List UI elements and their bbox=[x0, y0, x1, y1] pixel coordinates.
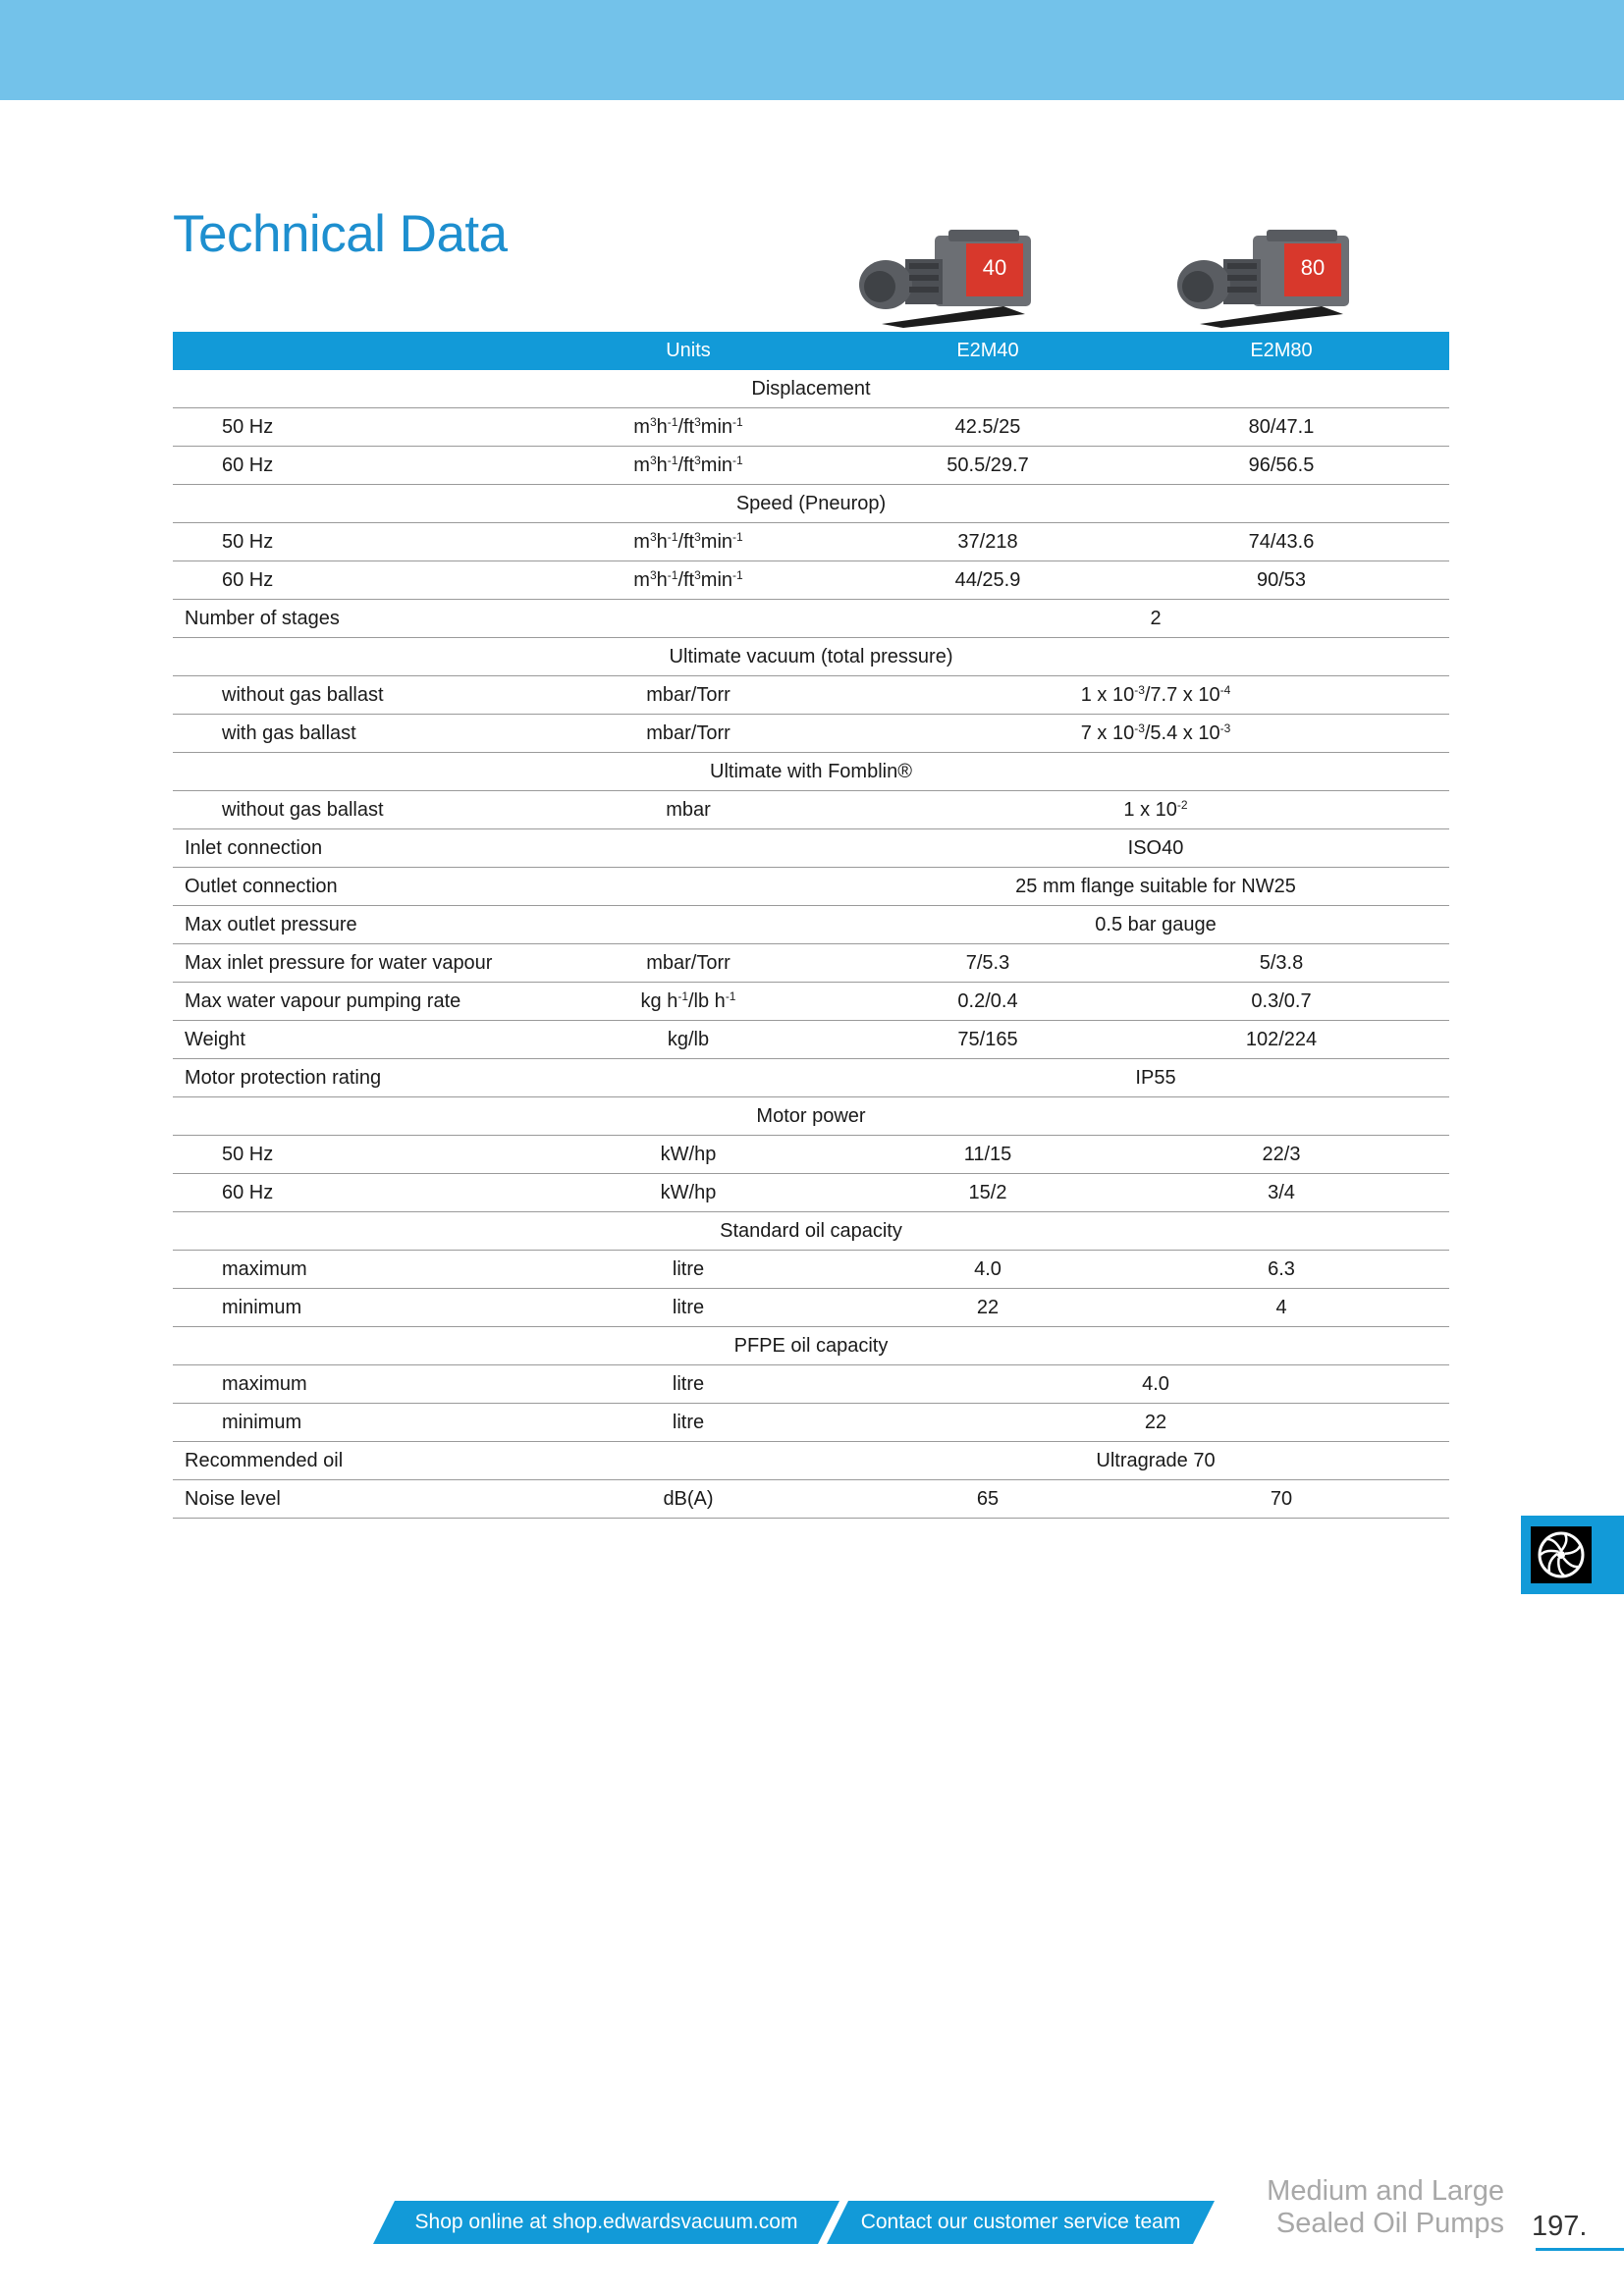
technical-data-table bbox=[173, 332, 1449, 1519]
pump-e2m80-image bbox=[1174, 218, 1361, 328]
row-label: Number of stages bbox=[173, 600, 514, 638]
header-units: Units bbox=[514, 332, 862, 370]
row-units: $m^3h^{-1}/ft^3\min^{-1}$ bbox=[514, 408, 862, 447]
row-label: Recommended oil bbox=[173, 1442, 514, 1480]
row-label: 50 Hz bbox=[173, 1136, 514, 1174]
table-row bbox=[173, 447, 1449, 485]
section-heading: Motor power bbox=[173, 1097, 1449, 1136]
row-value-e2m40: 11/15 bbox=[862, 1136, 1113, 1174]
row-value-e2m80: 4 bbox=[1113, 1289, 1449, 1327]
row-units bbox=[514, 906, 862, 944]
row-units: litre bbox=[514, 1365, 862, 1404]
table-row bbox=[173, 1442, 1449, 1480]
row-value-both: IP55 bbox=[862, 1059, 1449, 1097]
row-label: without gas ballast bbox=[173, 676, 514, 715]
section-side-tab[interactable] bbox=[1521, 1516, 1624, 1594]
row-value-e2m40: 75/165 bbox=[862, 1021, 1113, 1059]
row-value-e2m80: 102/224 bbox=[1113, 1021, 1449, 1059]
table-row bbox=[173, 791, 1449, 829]
row-value-both: 4.0 bbox=[862, 1365, 1449, 1404]
row-value-both: ISO40 bbox=[862, 829, 1449, 868]
shop-online-label: Shop online at shop.edwardsvacuum.com bbox=[414, 2211, 798, 2233]
page-number-underline bbox=[1536, 2248, 1624, 2251]
table-section-row bbox=[173, 1212, 1449, 1251]
table-header-row bbox=[173, 332, 1449, 370]
row-value-e2m40: 22 bbox=[862, 1289, 1113, 1327]
row-units bbox=[514, 868, 862, 906]
row-units bbox=[514, 829, 862, 868]
row-units bbox=[514, 600, 862, 638]
row-value-both: 7 x $10^{-3}/5.4$ x $10^{-3}$ bbox=[862, 715, 1449, 753]
table-section-row bbox=[173, 485, 1449, 523]
row-value-both: 25 mm flange suitable for NW25 bbox=[862, 868, 1449, 906]
row-value-e2m40: 7/5.3 bbox=[862, 944, 1113, 983]
row-value-both: 0.5 bar gauge bbox=[862, 906, 1449, 944]
row-units: kg $h^{-1}/lb$ $h^{-1}$ bbox=[514, 983, 862, 1021]
row-units: $m^3h^{-1}/ft^3\min^{-1}$ bbox=[514, 523, 862, 561]
row-units: kg/lb bbox=[514, 1021, 862, 1059]
row-value-e2m80: 0.3/0.7 bbox=[1113, 983, 1449, 1021]
row-value-e2m80: 74/43.6 bbox=[1113, 523, 1449, 561]
row-label: Motor protection rating bbox=[173, 1059, 514, 1097]
section-name bbox=[1218, 2175, 1504, 2240]
row-units: litre bbox=[514, 1404, 862, 1442]
table-row bbox=[173, 1251, 1449, 1289]
row-units: $m^3h^{-1}/ft^3\min^{-1}$ bbox=[514, 561, 862, 600]
row-units bbox=[514, 1442, 862, 1480]
row-label: 50 Hz bbox=[173, 523, 514, 561]
row-label: 60 Hz bbox=[173, 447, 514, 485]
pump-badge-text: 80 bbox=[1300, 255, 1326, 280]
table-row bbox=[173, 1480, 1449, 1519]
row-value-e2m40: 15/2 bbox=[862, 1174, 1113, 1212]
row-units: dB(A) bbox=[514, 1480, 862, 1519]
row-units bbox=[514, 1059, 862, 1097]
row-value-e2m40: 65 bbox=[862, 1480, 1113, 1519]
row-units: mbar/Torr bbox=[514, 676, 862, 715]
page-number: 197. bbox=[1532, 2211, 1588, 2242]
row-units: mbar bbox=[514, 791, 862, 829]
row-label: Weight bbox=[173, 1021, 514, 1059]
table-body bbox=[173, 370, 1449, 1519]
row-value-e2m40: 44/25.9 bbox=[862, 561, 1113, 600]
row-value-e2m80: 22/3 bbox=[1113, 1136, 1449, 1174]
row-value-e2m80: 70 bbox=[1113, 1480, 1449, 1519]
row-units: kW/hp bbox=[514, 1174, 862, 1212]
row-label: Noise level bbox=[173, 1480, 514, 1519]
table-row bbox=[173, 906, 1449, 944]
row-value-both: 1 x $10^{-2}$ bbox=[862, 791, 1449, 829]
row-label: Inlet connection bbox=[173, 829, 514, 868]
fan-rotor-icon bbox=[1531, 1526, 1592, 1583]
section-heading: Displacement bbox=[173, 370, 1449, 408]
row-label: without gas ballast bbox=[173, 791, 514, 829]
row-label: Max water vapour pumping rate bbox=[173, 983, 514, 1021]
row-label: Max outlet pressure bbox=[173, 906, 514, 944]
contact-customer-service-button[interactable] bbox=[827, 2201, 1215, 2244]
row-label: minimum bbox=[173, 1404, 514, 1442]
row-label: 60 Hz bbox=[173, 561, 514, 600]
table-row bbox=[173, 715, 1449, 753]
table-section-row bbox=[173, 1097, 1449, 1136]
row-label: Outlet connection bbox=[173, 868, 514, 906]
row-value-e2m40: 37/218 bbox=[862, 523, 1113, 561]
row-value-e2m80: 5/3.8 bbox=[1113, 944, 1449, 983]
table-row bbox=[173, 1174, 1449, 1212]
row-value-e2m80: 3/4 bbox=[1113, 1174, 1449, 1212]
section-heading: PFPE oil capacity bbox=[173, 1327, 1449, 1365]
row-units: mbar/Torr bbox=[514, 944, 862, 983]
row-units: $m^3h^{-1}/ft^3\min^{-1}$ bbox=[514, 447, 862, 485]
section-heading: Speed (Pneurop) bbox=[173, 485, 1449, 523]
page-title: Technical Data bbox=[173, 205, 508, 263]
row-value-e2m80: 6.3 bbox=[1113, 1251, 1449, 1289]
section-name-line2: Sealed Oil Pumps bbox=[1275, 2208, 1504, 2239]
row-value-both: 22 bbox=[862, 1404, 1449, 1442]
row-units: litre bbox=[514, 1289, 862, 1327]
row-value-both: 2 bbox=[862, 600, 1449, 638]
table-row bbox=[173, 1136, 1449, 1174]
row-value-e2m80: 96/56.5 bbox=[1113, 447, 1449, 485]
top-header-band bbox=[0, 0, 1624, 100]
row-label: Max inlet pressure for water vapour bbox=[173, 944, 514, 983]
pump-e2m40-image bbox=[856, 218, 1043, 328]
row-value-e2m40: 50.5/29.7 bbox=[862, 447, 1113, 485]
table-row bbox=[173, 1404, 1449, 1442]
row-value-e2m80: 80/47.1 bbox=[1113, 408, 1449, 447]
row-label: minimum bbox=[173, 1289, 514, 1327]
table-row bbox=[173, 408, 1449, 447]
row-label: maximum bbox=[173, 1365, 514, 1404]
table-row bbox=[173, 983, 1449, 1021]
table-row bbox=[173, 600, 1449, 638]
header-e2m80: E2M80 bbox=[1113, 332, 1449, 370]
table-row bbox=[173, 829, 1449, 868]
row-label: 60 Hz bbox=[173, 1174, 514, 1212]
table-row bbox=[173, 676, 1449, 715]
header-label bbox=[173, 332, 514, 370]
row-units: litre bbox=[514, 1251, 862, 1289]
row-label: 50 Hz bbox=[173, 408, 514, 447]
row-value-both: Ultragrade 70 bbox=[862, 1442, 1449, 1480]
row-value-e2m40: 42.5/25 bbox=[862, 408, 1113, 447]
row-units: kW/hp bbox=[514, 1136, 862, 1174]
table-row bbox=[173, 868, 1449, 906]
section-name-line1: Medium and Large bbox=[1267, 2175, 1504, 2207]
table-section-row bbox=[173, 1327, 1449, 1365]
section-heading: Ultimate with Fomblin® bbox=[173, 753, 1449, 791]
table-section-row bbox=[173, 638, 1449, 676]
row-value-e2m40: 0.2/0.4 bbox=[862, 983, 1113, 1021]
table-section-row bbox=[173, 370, 1449, 408]
table-row bbox=[173, 1289, 1449, 1327]
contact-label: Contact our customer service team bbox=[860, 2211, 1181, 2233]
table-row bbox=[173, 561, 1449, 600]
row-units: mbar/Torr bbox=[514, 715, 862, 753]
shop-online-button[interactable] bbox=[373, 2201, 839, 2244]
table-row bbox=[173, 1021, 1449, 1059]
table-section-row bbox=[173, 753, 1449, 791]
table-row bbox=[173, 1365, 1449, 1404]
row-value-e2m40: 4.0 bbox=[862, 1251, 1113, 1289]
table-row bbox=[173, 523, 1449, 561]
row-label: maximum bbox=[173, 1251, 514, 1289]
section-heading: Standard oil capacity bbox=[173, 1212, 1449, 1251]
row-label: with gas ballast bbox=[173, 715, 514, 753]
header-e2m40: E2M40 bbox=[862, 332, 1113, 370]
row-value-e2m80: 90/53 bbox=[1113, 561, 1449, 600]
table-row bbox=[173, 944, 1449, 983]
table-row bbox=[173, 1059, 1449, 1097]
row-value-both: 1 x $10^{-3}/7.7$ x $10^{-4}$ bbox=[862, 676, 1449, 715]
pump-badge-text: 40 bbox=[982, 255, 1007, 280]
section-heading: Ultimate vacuum (total pressure) bbox=[173, 638, 1449, 676]
